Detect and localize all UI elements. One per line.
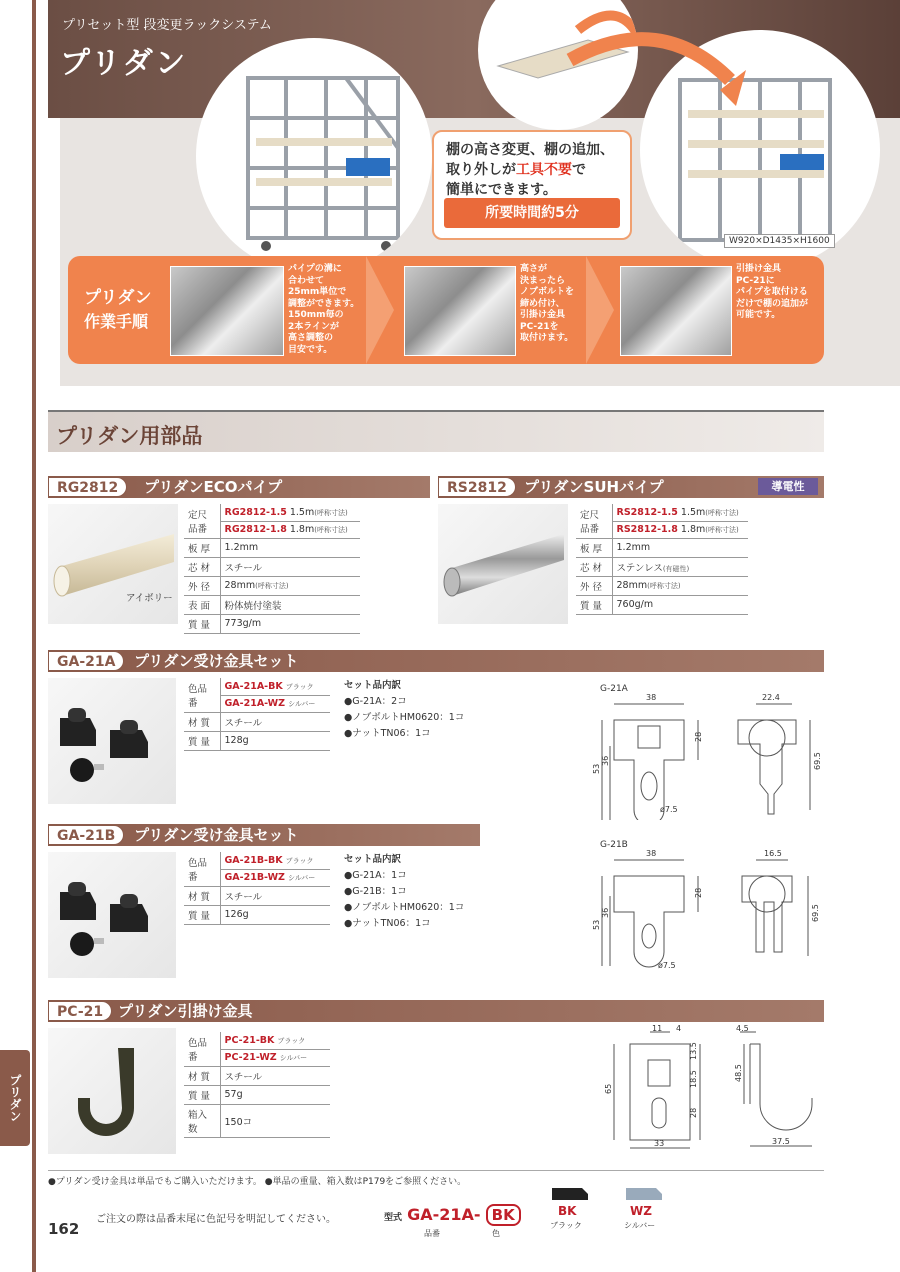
step-line: 引掛け金具 bbox=[520, 310, 566, 320]
product-name: プリダン受け金具セット bbox=[134, 826, 299, 844]
step-line: 高さ調整の bbox=[288, 333, 334, 343]
arrow-icon bbox=[560, 20, 760, 110]
ivory-pipe-icon bbox=[48, 504, 178, 624]
step-line: パイプの溝に bbox=[288, 264, 342, 274]
product-name: プリダンECOパイプ bbox=[144, 478, 283, 496]
step-line: PC-21に bbox=[736, 275, 775, 286]
step1-photo bbox=[170, 266, 284, 356]
step-line: ノブボルトを bbox=[520, 287, 575, 297]
rack-photo-before bbox=[196, 38, 432, 274]
black-bracket-icon bbox=[548, 1180, 592, 1204]
rs-pipe-photo bbox=[438, 504, 568, 624]
step-line: 2本ラインが bbox=[288, 321, 339, 332]
color-label: アイボリー bbox=[126, 593, 173, 604]
pc21-photo bbox=[48, 1028, 176, 1154]
dim-text: ø7.5 bbox=[660, 805, 678, 814]
ga21a-spec-table: 色品番 GA-21A-BK ブラック GA-21A-WZ シルバー 材質 スチール 質量 128g bbox=[184, 678, 330, 751]
ga21a-set-list: セット品内訳 ●G-21A：2コ ●ノブボルトHM0620：1コ ●ナットTN06：1コ bbox=[344, 680, 465, 739]
step-line: 決まったら bbox=[520, 275, 566, 286]
dim-text: 38 bbox=[646, 693, 657, 702]
color-code-wz: WZ bbox=[630, 1204, 652, 1218]
order-note: ご注文の際は品番末尾に色記号を明記してください。 bbox=[96, 1214, 336, 1225]
drawing-label: G-21B bbox=[600, 840, 628, 850]
step-line: 目安です。 bbox=[288, 344, 333, 355]
silver-bracket-icon bbox=[622, 1180, 666, 1204]
step2-text bbox=[520, 264, 590, 345]
dim-text: 22.4 bbox=[762, 693, 780, 702]
ga21a-photo bbox=[48, 678, 176, 804]
dim-text: 33 bbox=[654, 1139, 665, 1148]
dim-text: 48.5 bbox=[734, 1064, 743, 1082]
ga21a-drawing bbox=[588, 690, 824, 820]
footnote: ●プリダン受け金具は単品でもご購入いただけます。 ●単品の重量、箱入数はP179をご参照ください。 bbox=[48, 1177, 467, 1187]
product-bar-ga21a bbox=[48, 650, 824, 672]
dim-text: 28 bbox=[694, 887, 703, 898]
step-line: 高さが bbox=[520, 264, 548, 274]
hook-bracket-icon bbox=[48, 1028, 176, 1154]
color-name-wz: シルバー bbox=[624, 1221, 656, 1230]
step-line: 締め付け、 bbox=[520, 298, 565, 309]
product-code: RS2812 bbox=[438, 477, 516, 497]
product-name: プリダン引掛け金具 bbox=[118, 1002, 253, 1020]
step-line: 25mm単位で bbox=[288, 287, 347, 297]
chevron-icon bbox=[586, 256, 614, 364]
rs-spec-table: 定尺品番 RS2812-1.5 1.5m(呼称寸法) RS2812-1.8 1.8m(呼称寸法) 板厚 1.2mm 芯材 ステンレス(有磁性) 外径 28mm(呼称寸法) 質量 760g/m bbox=[576, 504, 748, 615]
stainless-pipe-icon bbox=[438, 504, 568, 624]
page-title: プリダン bbox=[60, 46, 188, 81]
product-code: RG2812 bbox=[48, 477, 127, 497]
ga21b-spec-table: 色品番 GA-21B-BK ブラック GA-21B-WZ シルバー 材質 スチール 質量 126g bbox=[184, 852, 330, 925]
step-line: 150mm毎の bbox=[288, 310, 344, 320]
product-code: PC-21 bbox=[48, 1001, 112, 1021]
pc21-spec-table: 色品番 PC-21-BK ブラック PC-21-WZ シルバー 材質 スチール 質量 57g 箱入数 150コ bbox=[184, 1032, 330, 1138]
section-title: プリダン用部品 bbox=[56, 424, 203, 448]
dim-text: 36 bbox=[601, 907, 610, 918]
conductive-badge: 導電性 bbox=[758, 478, 818, 495]
product-name: プリダンSUHパイプ bbox=[524, 478, 664, 496]
bracket-set-icon bbox=[48, 852, 176, 978]
ga21b-photo bbox=[48, 852, 176, 978]
product-bar-rg2812 bbox=[48, 476, 430, 498]
model-example: 型式 GA-21A- BK 品番 色 bbox=[384, 1204, 521, 1226]
callout-line: 棚の高さ変更、棚の追加、 bbox=[446, 142, 614, 158]
ga21b-set-list: セット品内訳 ●G-21A：1コ ●G-21B：1コ ●ノブボルトHM0620：1コ ●ナットTN06：1コ bbox=[344, 854, 465, 929]
dim-text: 13.5 bbox=[689, 1042, 698, 1060]
product-name: プリダン受け金具セット bbox=[134, 652, 299, 670]
dim-text: 4 bbox=[676, 1024, 682, 1033]
dim-text: 18.5 bbox=[689, 1070, 698, 1088]
dim-text: 11 bbox=[652, 1024, 663, 1033]
step-line: PC-21を bbox=[520, 321, 559, 332]
left-margin-bar bbox=[32, 0, 36, 1272]
step-line: 取付けます。 bbox=[520, 333, 574, 343]
color-name-bk: ブラック bbox=[550, 1221, 582, 1230]
dim-text: 65 bbox=[604, 1083, 613, 1094]
drawing-label: G-21A bbox=[600, 684, 628, 694]
dim-text: 69.5 bbox=[813, 752, 822, 770]
chevron-icon bbox=[366, 256, 394, 364]
pc21-drawing bbox=[600, 1024, 824, 1154]
dim-text: 4.5 bbox=[736, 1024, 749, 1033]
time-badge: 所要時間約5分 bbox=[444, 198, 620, 228]
rg-spec-table: 定尺品番 RG2812-1.5 1.5m(呼称寸法) RG2812-1.8 1.8m(呼称寸法) 板厚 1.2mm 芯材 スチール 外径 28mm(呼称寸法) 表面 粉体焼付塗装 質量 773g/m bbox=[184, 504, 360, 634]
dim-text: 53 bbox=[592, 763, 601, 774]
step2-photo bbox=[404, 266, 516, 356]
ga21b-drawing bbox=[588, 846, 824, 976]
product-bar-ga21b bbox=[48, 824, 480, 846]
step-line: 可能です。 bbox=[736, 310, 781, 320]
steps-title: プリダン 作業手順 bbox=[84, 288, 152, 331]
footer-rule bbox=[48, 1170, 824, 1171]
product-code: GA-21A bbox=[48, 651, 124, 671]
color-code-bk: BK bbox=[558, 1204, 577, 1218]
step1-text bbox=[288, 264, 368, 356]
step-line: 調整ができます。 bbox=[288, 298, 360, 309]
dim-text: 37.5 bbox=[772, 1137, 790, 1146]
side-index-tab[interactable]: プリダン bbox=[0, 1050, 30, 1146]
product-code: GA-21B bbox=[48, 825, 124, 845]
section-header bbox=[48, 412, 824, 452]
dim-text: 28 bbox=[689, 1107, 698, 1118]
product-bar-pc21 bbox=[48, 1000, 824, 1022]
callout-line: 取り外しが工具不要で bbox=[446, 162, 586, 178]
step3-photo bbox=[620, 266, 732, 356]
step-line: 合わせて bbox=[288, 275, 325, 286]
step-line: パイプを取付ける bbox=[736, 287, 808, 297]
dim-text: 36 bbox=[601, 755, 610, 766]
dim-text: 53 bbox=[592, 919, 601, 930]
callout-line: 簡単にできます。 bbox=[446, 182, 557, 198]
step-line: だけで棚の追加が bbox=[736, 298, 809, 309]
dim-text: ø7.5 bbox=[658, 961, 676, 970]
page-number: 162 bbox=[48, 1220, 80, 1238]
hero-subtitle: プリセット型 段変更ラックシステム bbox=[62, 18, 272, 33]
dim-text: 16.5 bbox=[764, 849, 782, 858]
dim-text: 69.5 bbox=[811, 904, 820, 922]
step3-text bbox=[736, 264, 820, 322]
rack-dimensions: W920×D1435×H1600 bbox=[724, 234, 835, 248]
rg-pipe-photo bbox=[48, 504, 178, 624]
step-line: 引掛け金具 bbox=[736, 264, 782, 274]
bracket-set-icon bbox=[48, 678, 176, 804]
dim-text: 28 bbox=[694, 731, 703, 742]
dim-text: 38 bbox=[646, 849, 657, 858]
